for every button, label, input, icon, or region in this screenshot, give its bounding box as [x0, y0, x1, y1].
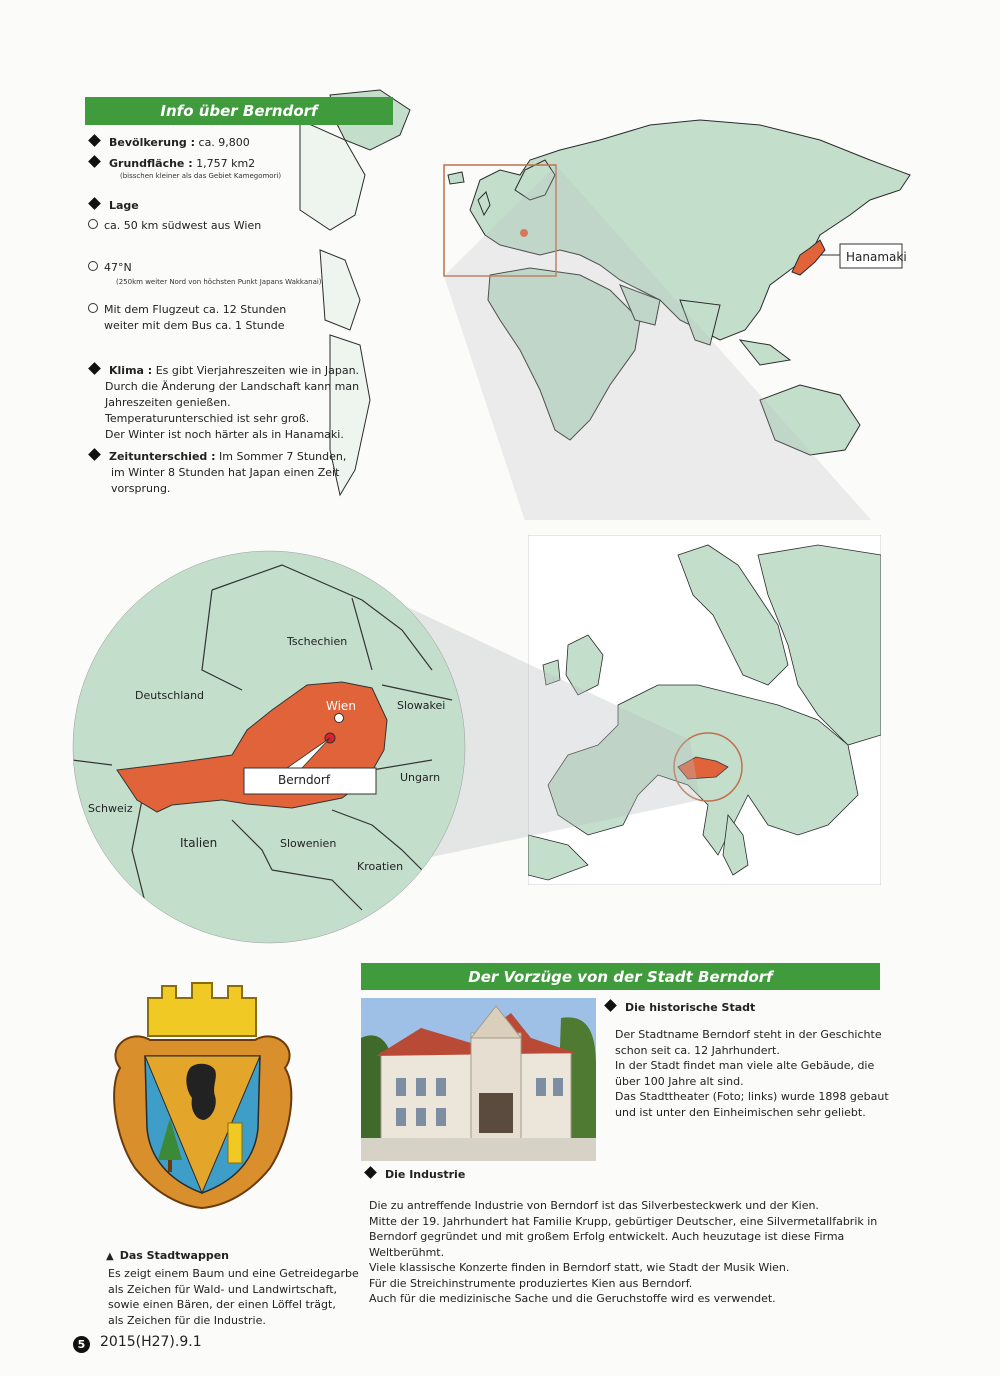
industry-line: Weltberühmt.: [369, 1245, 445, 1259]
austria-map: [72, 550, 467, 945]
population-value: ca. 9,800: [198, 136, 250, 149]
population-label: Bevölkerung :: [109, 136, 196, 149]
location-1-text: ca. 50 km südwest aus Wien: [104, 219, 262, 232]
coat-line: als Zeichen für die Industrie.: [108, 1313, 266, 1327]
industry-line: Berndorf gegründet und mit großem Erfolg entwickelt. Auch heuzutage ist diese Firma: [369, 1230, 845, 1243]
timediff-line1: Im Sommer 7 Stunden,: [219, 450, 347, 463]
label-berndorf: Berndorf: [278, 773, 331, 787]
label-kroatien: Kroatien: [357, 860, 404, 873]
circle-bullet-icon: [88, 219, 98, 229]
label-slowakei: Slowakei: [397, 699, 446, 712]
industry-line: Die zu antreffende Industrie von Berndorf ist das Silverbesteckwerk und der Kien.: [369, 1199, 819, 1212]
coat-of-arms: [100, 978, 305, 1210]
label-italien: Italien: [180, 836, 218, 850]
area-value: 1,757 km2: [196, 157, 256, 170]
diamond-bullet-icon: [88, 155, 101, 168]
triangle-bullet-icon: ▲: [106, 1251, 114, 1262]
label-ungarn: Ungarn: [400, 771, 441, 784]
timediff-label: Zeitunterschied :: [109, 450, 216, 463]
location-3-line2: weiter mit dem Bus ca. 1 Stunde: [104, 319, 285, 332]
industry-line: Mitte der 19. Jahrhundert hat Familie Krupp, gebürtiger Deutscher, eine Silvermetallfabrik in: [369, 1214, 878, 1228]
circle-bullet-icon: [88, 261, 98, 271]
industry-item: [366, 1167, 465, 1183]
historic-line: und ist unter den Einheimischen sehr geliebt.: [615, 1105, 866, 1119]
historic-line: Das Stadttheater (Foto; links) wurde 1898 gebaut: [615, 1090, 889, 1103]
coat-line: sowie einen Bären, der einen Löffel trägt,: [108, 1298, 336, 1311]
coat-label-item: [106, 1248, 229, 1265]
coat-label: Das Stadtwappen: [119, 1249, 229, 1262]
industry-line: Auch für die medizinische Sache und die Geruchstoffe wird es verwendet.: [369, 1292, 776, 1305]
info-header: Info über Berndorf: [85, 97, 393, 125]
circle-bullet-icon: [88, 303, 98, 313]
diamond-bullet-icon: [88, 134, 101, 147]
area-item: [90, 156, 255, 172]
location-2-note: (250km weiter Nord von höchsten Punkt Japans Wakkanai): [116, 278, 322, 286]
coat-line: als Zeichen für Wald- und Landwirtschaft,: [108, 1282, 338, 1296]
climate-line3: Jahreszeiten genießen.: [105, 396, 231, 409]
climate-line4: Temperaturunterschied ist sehr groß.: [105, 412, 310, 425]
climate-line5: Der Winter ist noch härter als in Hanamaki.: [105, 428, 344, 441]
label-schweiz: Schweiz: [88, 802, 133, 815]
diamond-bullet-icon: [604, 999, 617, 1012]
historic-line: über 100 Jahre alt sind.: [615, 1074, 744, 1088]
location-3-line1: Mit dem Flugzeut ca. 12 Stunden: [104, 303, 287, 316]
climate-item: [90, 363, 359, 443]
diamond-bullet-icon: [364, 1166, 377, 1179]
historic-line: schon seit ca. 12 Jahrhundert.: [615, 1043, 780, 1057]
historic-line: In der Stadt findet man viele alte Gebäude, die: [615, 1059, 875, 1072]
advantages-header: Der Vorzüge von der Stadt Berndorf: [361, 963, 880, 990]
theater-photo: [361, 998, 596, 1161]
location-label: Lage: [109, 199, 139, 212]
location-item: [90, 198, 139, 214]
diamond-bullet-icon: [88, 448, 101, 461]
location-1: [88, 218, 261, 234]
hanamaki-label: Hanamaki: [846, 250, 907, 264]
population-item: [90, 135, 250, 151]
industry-line: Für die Streichinstrumente produziertes Kien aus Berndorf.: [369, 1276, 693, 1290]
label-deutschland: Deutschland: [135, 689, 205, 702]
label-slowenien: Slowenien: [280, 837, 337, 850]
area-note: (bisschen kleiner als das Gebiet Kamegomori): [120, 172, 282, 180]
coat-text: [108, 1266, 359, 1328]
footer-date: 2015(H27).9.1: [100, 1334, 202, 1350]
historic-label: Die historische Stadt: [625, 1001, 756, 1014]
timediff-line3: vorsprung.: [111, 482, 171, 495]
diamond-bullet-icon: [88, 197, 101, 210]
coat-line: Es zeigt einem Baum und eine Getreidegarbe: [108, 1267, 359, 1280]
industry-text: [369, 1198, 877, 1307]
timediff-item: [90, 449, 346, 497]
location-2: [88, 260, 132, 276]
climate-line2: Durch die Änderung der Landschaft kann man: [105, 380, 360, 393]
climate-line1: Es gibt Vierjahreszeiten wie in Japan.: [155, 364, 360, 377]
historic-item: [606, 1000, 755, 1016]
page-number-badge: [73, 1336, 90, 1353]
label-tschechien: Tschechien: [287, 635, 348, 648]
industry-label: Die Industrie: [385, 1168, 466, 1181]
location-3: [88, 302, 286, 334]
area-label: Grundfläche :: [109, 157, 193, 170]
page-number: 5: [77, 1338, 86, 1351]
climate-label: Klima :: [109, 364, 153, 377]
label-wien: Wien: [326, 699, 356, 713]
historic-line: Der Stadtname Berndorf steht in der Geschichte: [615, 1028, 882, 1041]
location-2-text: 47°N: [104, 261, 132, 274]
timediff-line2: im Winter 8 Stunden hat Japan einen Zeit: [111, 466, 340, 479]
historic-text: [615, 1027, 889, 1120]
industry-line: Viele klassische Konzerte finden in Berndorf statt, wie Stadt der Musik Wien.: [369, 1261, 790, 1274]
diamond-bullet-icon: [88, 362, 101, 375]
